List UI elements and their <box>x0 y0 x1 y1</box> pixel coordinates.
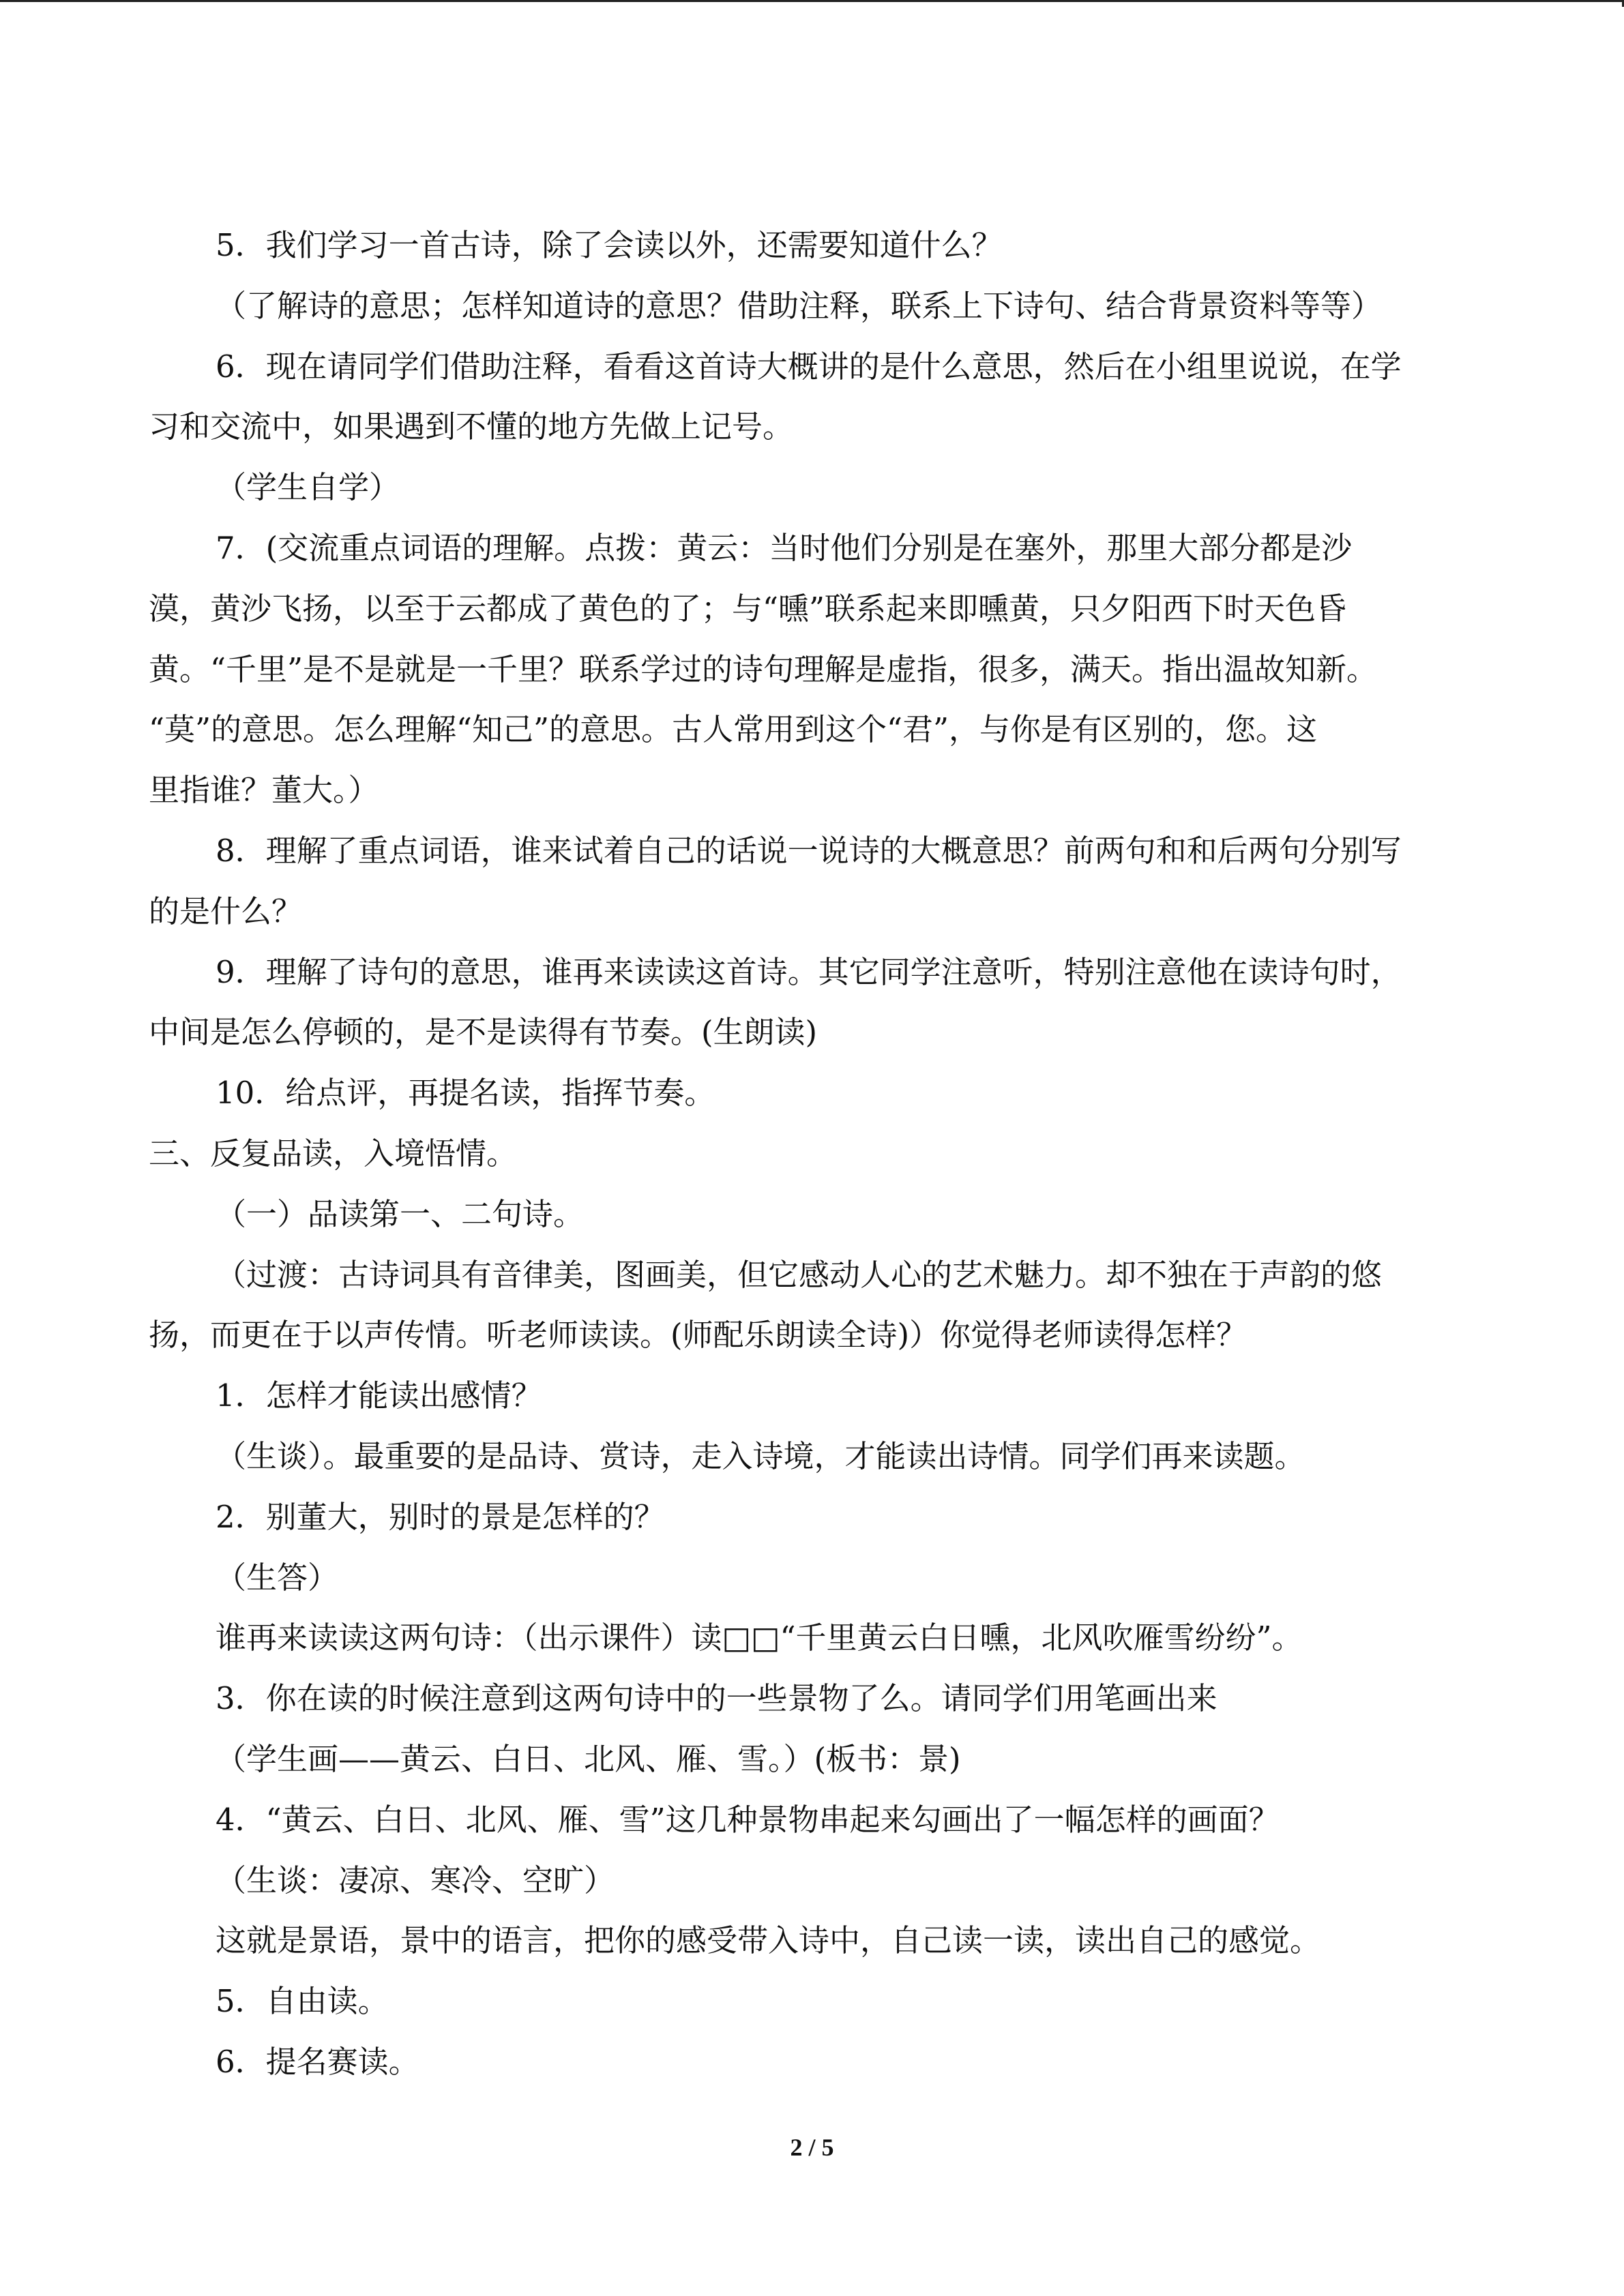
text-line-s2: 2．别董大，别时的景是怎样的？ <box>216 1498 665 1535</box>
text-line-q9: 9．理解了诗句的意思，谁再来读读这首诗。其它同学注意听，特别注意他在读诗句时， <box>216 953 1402 990</box>
text-line-q5-answer: （了解诗的意思；怎样知道诗的意思？借助注释，联系上下诗句、结合背景资料等等） <box>216 287 1383 324</box>
text-line-s3-answer: （学生画——黄云、白日、北风、雁、雪。）(板书：景) <box>216 1740 961 1777</box>
text-line-q7-cont-1: 漠，黄沙飞扬，以至于云都成了黄色的了；与“曛”联系起来即曛黄，只夕阳西下时天色昏 <box>149 590 1347 627</box>
text-line-s3: 3．你在读的时候注意到这两句诗中的一些景物了么。请同学们用笔画出来 <box>216 1680 1217 1717</box>
text-line-s1-answer: （生谈）。最重要的是品诗、赏诗，走入诗境，才能读出诗情。同学们再来读题。 <box>216 1437 1305 1474</box>
text-line-q6-cont: 习和交流中，如果遇到不懂的地方先做上记号。 <box>149 408 794 445</box>
text-line-transition: （过渡：古诗词具有音律美，图画美，但它感动人心的艺术魅力。却不独在于声韵的悠 <box>216 1256 1383 1293</box>
text-line-q6: 6．现在请同学们借助注释，看看这首诗大概讲的是什么意思，然后在小组里说说，在学 <box>216 348 1402 385</box>
top-border-line <box>0 0 1624 2</box>
text-line-s2-answer: （生答） <box>216 1559 339 1596</box>
text-line-scene-words: 这就是景语，景中的语言，把你的感受带入诗中，自己读一读，读出自己的感觉。 <box>216 1922 1321 1959</box>
text-line-s4: 4．“黄云、白日、北风、雁、雪”这几种景物串起来勾画出了一幅怎样的画面？ <box>216 1801 1280 1838</box>
page-number: 2 / 5 <box>790 2134 834 2161</box>
text-line-q8-cont: 的是什么？ <box>149 893 303 929</box>
text-line-q7-cont-2: 黄。“千里”是不是就是一千里？联系学过的诗句理解是虚指，很多，满天。指出温故知新。 <box>149 651 1378 687</box>
text-line-s1: 1．怎样才能读出感情？ <box>216 1377 542 1414</box>
text-line-s5: 5．自由读。 <box>216 1983 389 2020</box>
subsection-heading-1: （一）品读第一、二句诗。 <box>216 1195 585 1232</box>
text-line-q8: 8．理解了重点词语，谁来试着自己的话说一说诗的大概意思？前两句和和后两句分别写 <box>216 832 1402 869</box>
text-line-q7-cont-4: 里指谁？董大。） <box>149 772 379 809</box>
text-line-q7: 7．(交流重点词语的理解。点拨：黄云：当时他们分别是在塞外，那里大部分都是沙 <box>216 529 1353 566</box>
text-line-self-study: （学生自学） <box>216 469 400 506</box>
text-line-s4-answer: （生谈：凄凉、寒冷、空旷） <box>216 1862 615 1898</box>
text-line-s6: 6．提名赛读。 <box>216 2043 419 2080</box>
text-line-transition-cont: 扬，而更在于以声传情。听老师读读。(师配乐朗读全诗)）你觉得老师读得怎样？ <box>149 1317 1247 1354</box>
document-page <box>149 215 1479 2093</box>
section-heading-3: 三、反复品读，入境悟情。 <box>149 1135 518 1172</box>
text-line-q9-cont: 中间是怎么停顿的，是不是读得有节奏。(生朗读) <box>149 1014 818 1051</box>
text-line-q7-cont-3: “莫”的意思。怎么理解“知己”的意思。古人常用到这个“君”，与你是有区别的，您。这 <box>149 711 1318 748</box>
text-line-read-poem: 谁再来读读这两句诗：（出示课件）读□□“千里黄云白日曛，北风吹雁雪纷纷”。 <box>216 1620 1303 1656</box>
text-line-q5: 5．我们学习一首古诗，除了会读以外，还需要知道什么？ <box>216 227 1003 263</box>
text-line-q10: 10．给点评，再提名读，指挥节奏。 <box>216 1075 715 1112</box>
